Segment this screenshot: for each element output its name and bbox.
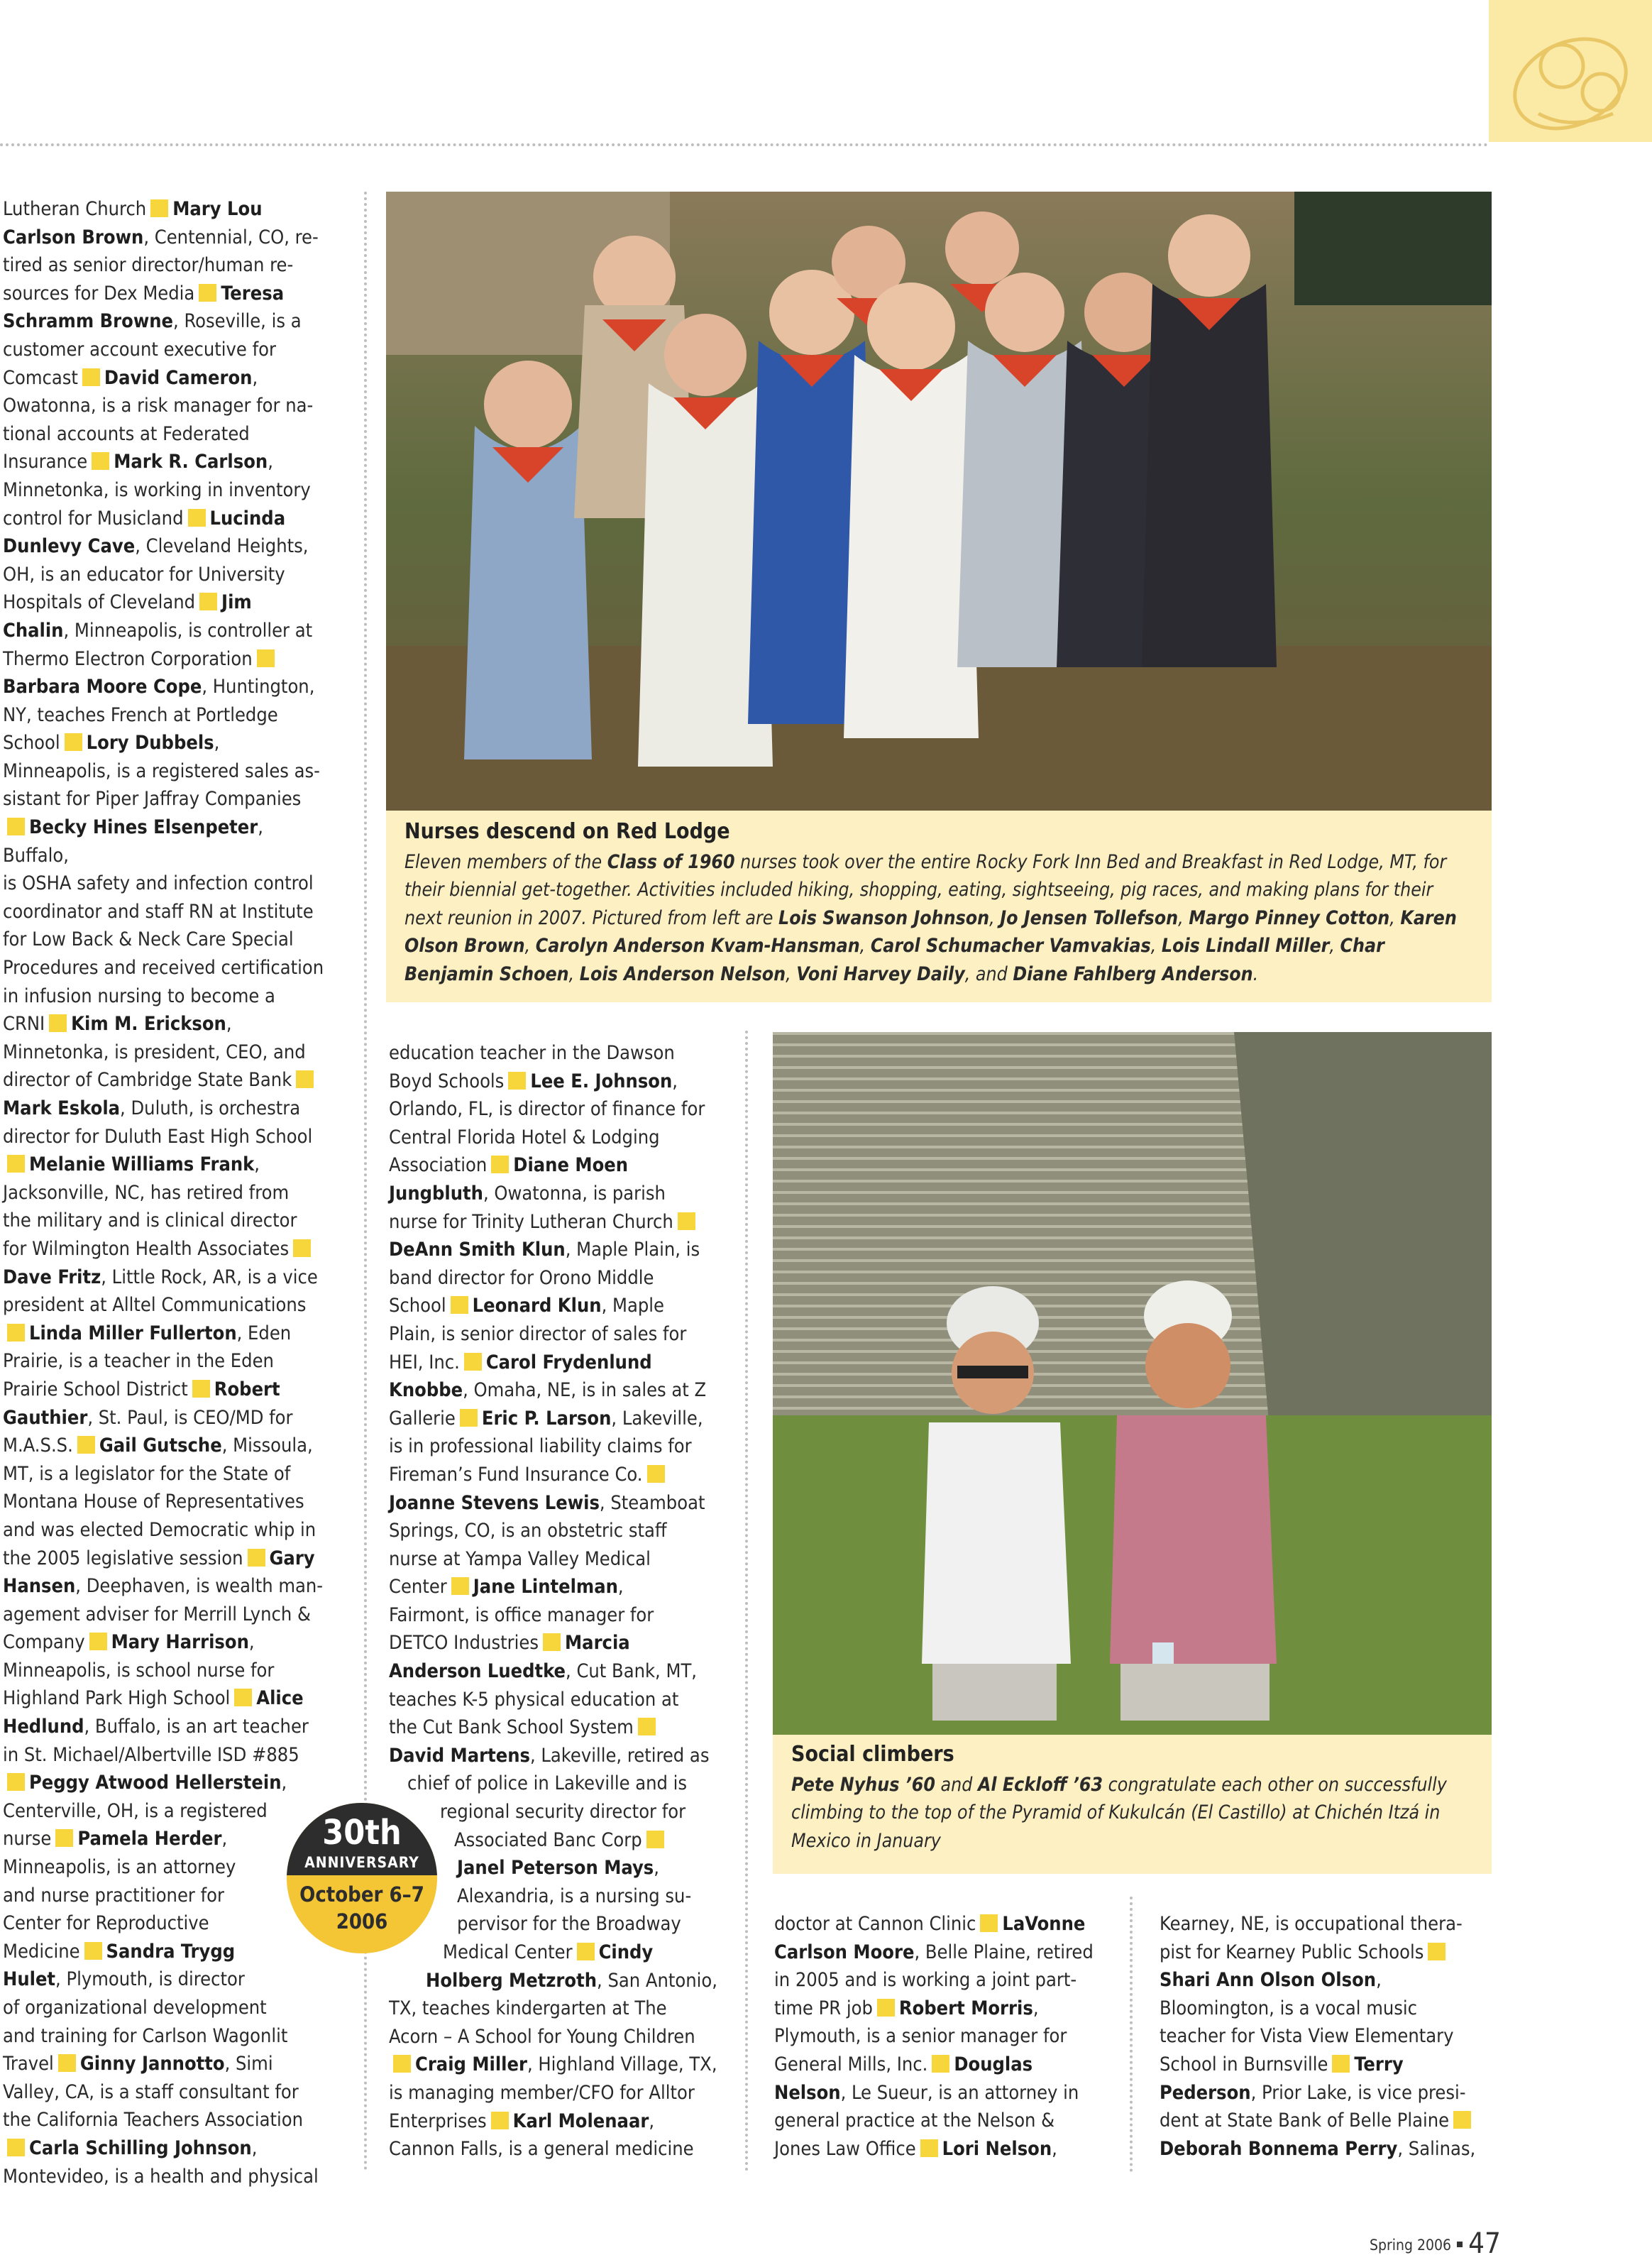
column-4: Kearney, NE, is occupational thera- pist for Kearney Public Schools Shari Ann Olson Olson, Bloomington, is a vocal music teacher for Vista View Elementary School in Burnsville Terry Pederson, Prior Lake, is vice presi- dent at State Bank of Belle Plaine Deborah Bonnema Perry, Salinas, xyxy=(1160,1913,1476,2160)
corner-logo xyxy=(1489,0,1652,142)
caption-body: Pete Nyhus ’60 and Al Eckloff ’63 congratulate each other on successfully climbing to the top of the Pyramid of Kukulcán (El Castillo) at Chichén Itzá in Mexico in January xyxy=(791,1774,1447,1852)
anniversary-badge xyxy=(287,1803,437,1953)
badge-line1: 30th xyxy=(322,1813,402,1853)
caption-body: Eleven members of the Class of 1960 nurses took over the entire Rocky Fork Inn Bed and Breakfast in Red Lodge, MT, for their biennial get-together. Activities included hiking, shopping, eating, sightseeing, pig races, and making plans for their next reunion in 2007. Pictured from left are Lois Swanson Johnson, Jo Jensen Tollefson, Margo Pinney Cotton, Karen Olson Brown, Carolyn Anderson Kvam-Hansman, Carol Schumacher Vamvakias, Lois Lindall Miller, Char Benjamin Schoen, Lois Anderson Nelson, Voni Harvey Daily, and Diane Fahlberg Anderson. xyxy=(404,851,1457,985)
page-footer xyxy=(1370,2227,1501,2260)
column-3: doctor at Cannon Clinic LaVonne Carlson Moore, Belle Plaine, retired in 2005 and is working a joint part- time PR job Robert Morris, Plymouth, is a senior manager for General Mills, Inc. Douglas Nelson, Le Sueur, is an attorney in general practice at the Nelson & Jones Law Office Lori Nelson, xyxy=(774,1913,1094,2160)
nurses-caption xyxy=(386,811,1492,1002)
pyramid-photo xyxy=(773,1032,1492,1735)
caption-title: Social climbers xyxy=(791,1742,954,1767)
badge-line3: October 6–7 xyxy=(299,1882,424,1907)
badge-line4: 2006 xyxy=(336,1909,388,1933)
badge-line2: ANNIVERSARY xyxy=(304,1854,419,1871)
column-divider-2 xyxy=(745,1031,748,2172)
top-dotted-rule xyxy=(0,143,1489,146)
page-number: 47 xyxy=(1468,2227,1501,2260)
pyramid-caption xyxy=(773,1735,1492,1874)
issue-label: Spring 2006 xyxy=(1370,2237,1452,2254)
column-2: education teacher in the Dawson Boyd Schools Lee E. Johnson, Orlando, FL, is director of finance for Central Florida Hotel & Lodging Association Diane Moen Jungbluth, Owatonna, is parish nurse for Trinity Lutheran Church DeAnn Smith Klun, Maple Plain, is band director for Orono Middle School Leonard Klun, Maple Plain, is senior director of sales for HEI, Inc. Carol Frydenlund Knobbe, Omaha, NE, is in sales at Z Gallerie Eric P. Larson, Lakeville, is in professional liability claims for Fireman’s Fund Insurance Co. Joanne Stevens Lewis, Steamboat Springs, CO, is an obstetric staff nurse at Yampa Valley Medical Center Jane Lintelman, Fairmont, is office manager for DETCO Industries Marcia Anderson Luedtke, Cut Bank, MT, teaches K-5 physical education at the Cut Bank School System David Martens, Lakeville, retired as chief of police in Lakeville and is regional security director for Associated Banc Corp Janel Peterson Mays, Alexandria, is a nursing su- pervisor for the Broadway Medical Center Cindy Holberg Metzroth, San Antonio, TX, teaches kindergarten at The Acorn – A School for Young Children Craig Miller, Highland Village, TX, is managing member/CFO for Alltor Enterprises Karl Molenaar, Cannon Falls, is a general medicine xyxy=(389,1042,717,2161)
nurses-photo xyxy=(386,192,1492,811)
column-1: Lutheran Church Mary Lou Carlson Brown, Centennial, CO, re- tired as senior director/human re- sources for Dex Media Teresa Schramm Browne, Roseville, is a customer account executive for Comcast David Cameron, Owatonna, is a risk manager for na- tional accounts at Federated Insurance Mark R. Carlson, Minnetonka, is working in inventory control for Musicland Lucinda Dunlevy Cave, Cleveland Heights, OH, is an educator for University Hospitals of Cleveland Jim Chalin, Minneapolis, is controller at Thermo Electron Corporation Barbara Moore Cope, Huntington, NY, teaches French at Portledge School Lory Dubbels, Minneapolis, is a registered sales as- sistant for Piper Jaffray Companies Becky Hines Elsenpeter, Buffalo, is OSHA safety and infection control coordinator and staff RN at Institute for Low Back & Neck Care Special Procedures and received certification in infusion nursing to become a CRNI Kim M. Erickson, Minnetonka, is president, CEO, and director of Cambridge State Bank Mark Eskola, Duluth, is orchestra director for Duluth East High School Melanie Williams Frank, Jacksonville, NC, has retired from the military and is clinical director for Wilmington Health Associates Dave Fritz, Little Rock, AR, is a vice president at Alltel Communications Linda Miller Fullerton, Eden Prairie, is a teacher in the Eden Prairie School District Robert Gauthier, St. Paul, is CEO/MD for M.A.S.S. Gail Gutsche, Missoula, MT, is a legislator for the State of Montana House of Representatives and was elected Democratic whip in the 2005 legislative session Gary Hansen, Deephaven, is wealth man- agement adviser for Merrill Lynch & Company Mary Harrison, Minneapolis, is school nurse for Highland Park High School Alice Hedlund, Buffalo, is an art teacher in St. Michael/Albertville ISD #885 Peggy Atwood Hellerstein, Centerville, OH, is a registered nurse Pamela Herder, Minneapolis, is an attorney and nurse practitioner for Center for Reproductive Medicine Sandra Trygg Hulet, Plymouth, is director of organizational development and training for Carlson Wagonlit Travel Ginny Jannotto, Simi Valley, CA, is a staff consultant for the California Teachers Association Carla Schilling Johnson, Montevideo, is a health and physical xyxy=(3,198,324,2188)
caption-title: Nurses descend on Red Lodge xyxy=(404,819,730,844)
column-divider-3 xyxy=(1130,1897,1133,2172)
